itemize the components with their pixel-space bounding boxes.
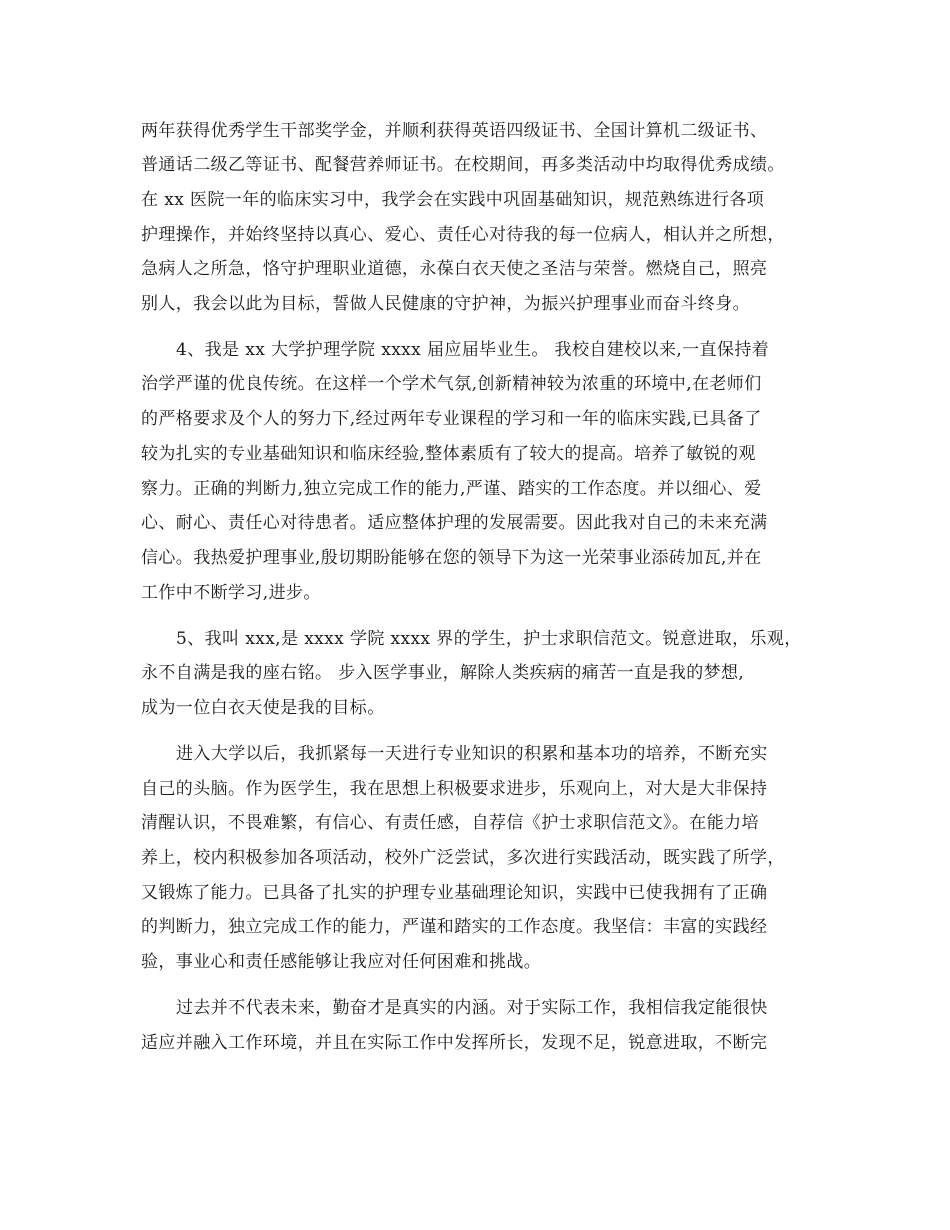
text-line: 较为扎实的专业基础知识和临床经验,整体素质有了较大的提高。培养了敏锐的观 <box>141 444 756 464</box>
paragraph-5-start: 5、我叫 xxx,是 xxxx 学院 xxxx 界的学生，护士求职信范文。锐意进取，乐观， <box>176 629 802 649</box>
text-line: 信心。我热爱护理事业,殷切期盼能够在您的领导下为这一光荣事业添砖加瓦,并在 <box>141 548 762 568</box>
text-line: 成为一位白衣天使是我的目标。 <box>141 698 385 718</box>
text-line: 验，事业心和责任感能够让我应对任何困难和挑战。 <box>141 952 542 972</box>
text-line: 永不自满是我的座右铭。 步入医学事业，解除人类疾病的痛苦一直是我的梦想, <box>141 663 745 683</box>
text-line: 治学严谨的优良传统。在这样一个学术气氛,创新精神较为浓重的环境中,在老师们 <box>141 374 762 394</box>
text-line: 护理操作，并始终坚持以真心、爱心、责任心对待我的每一位病人，相认并之所想， <box>141 225 785 245</box>
text-line: 两年获得优秀学生干部奖学金，并顺利获得英语四级证书、全国计算机二级证书、 <box>141 121 768 141</box>
text-line: 在 xx 医院一年的临床实习中，我学会在实践中巩固基础知识，规范熟练进行各项 <box>141 190 765 210</box>
text-line: 急病人之所急，恪守护理职业道德，永葆白衣天使之圣洁与荣誉。燃烧自己，照亮 <box>141 259 768 279</box>
text-line: 察力。正确的判断力,独立完成工作的能力,严谨、踏实的工作态度。并以细心、爱 <box>141 479 762 499</box>
paragraph-start: 过去并不代表未来，勤奋才是真实的内涵。对于实际工作，我相信我定能很快 <box>176 998 768 1018</box>
text-line: 的判断力，独立完成工作的能力，严谨和踏实的工作态度。我坚信：丰富的实践经 <box>141 917 768 937</box>
text-line: 别人，我会以此为目标，誓做人民健康的守护神，为振兴护理事业而奋斗终身。 <box>141 294 750 314</box>
paragraph-4-start: 4、我是 xx 大学护理学院 xxxx 届应届毕业生。 我校自建校以来,一直保持着 <box>176 340 770 360</box>
text-line: 自己的头脑。作为医学生，我在思想上积极要求进步，乐观向上，对大是大非保持 <box>141 779 768 799</box>
text-line: 养上，校内积极参加各项活动，校外广泛尝试，多次进行实践活动，既实践了所学， <box>141 848 785 868</box>
text-line: 适应并融入工作环境，并且在实际工作中发挥所长，发现不足，锐意进取，不断完 <box>141 1033 768 1053</box>
text-line: 心、耐心、责任心对待患者。适应整体护理的发展需要。因此我对自己的未来充满 <box>141 513 768 533</box>
paragraph-start: 进入大学以后，我抓紧每一天进行专业知识的积累和基本功的培养，不断充实 <box>176 744 768 764</box>
text-line: 又锻炼了能力。已具备了扎实的护理专业基础理论知识，实践中已使我拥有了正确 <box>141 883 768 903</box>
text-line: 的严格要求及个人的努力下,经过两年专业课程的学习和一年的临床实践,已具备了 <box>141 409 762 429</box>
text-line: 普通话二级乙等证书、配餐营养师证书。在校期间，再多类活动中均取得优秀成绩。 <box>141 155 785 175</box>
text-line: 工作中不断学习,进步。 <box>141 583 321 603</box>
text-line: 清醒认识，不畏难繁，有信心、有责任感，自荐信《护士求职信范文》。在能力培 <box>141 813 759 833</box>
